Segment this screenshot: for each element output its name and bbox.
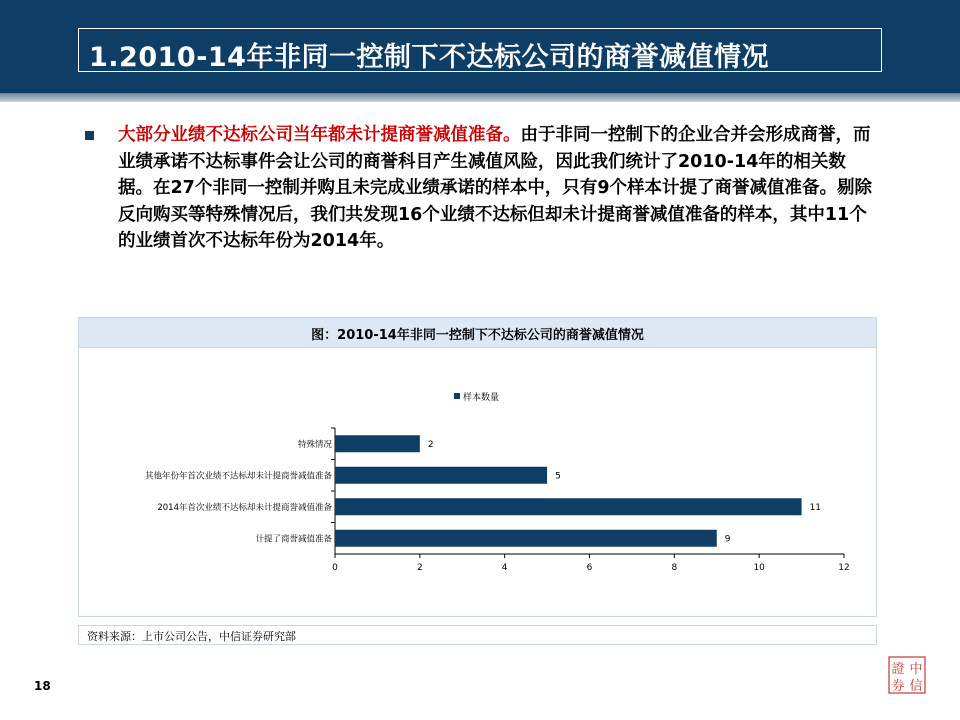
body-text: 由于非同一控制下的企业合并会形成商誉，而业绩承诺不达标事件会让公司的商誉科目产生减值风险，因此我们统计了2010-14年的相关数据。在27个非同一控制并购且未完成业绩承诺的样本中，只有9个样本计提了商誉减值准备。剔除反向购买等特殊情况后，我们共发现16个业绩不达标但却未计提商誉减值准备的样本，其中11个的业绩首次不达标年份为2014年。	[118, 125, 873, 251]
bar	[335, 435, 420, 452]
x-tick-label: 2	[416, 563, 423, 573]
x-tick-label: 0	[332, 563, 338, 573]
svg-text:中: 中	[909, 662, 923, 677]
citic-logo-icon	[888, 656, 926, 694]
x-tick-label: 12	[838, 563, 850, 573]
svg-text:證: 證	[891, 662, 905, 677]
bar-chart	[79, 348, 876, 616]
source-text: 资料来源：上市公司公告，中信证券研究部	[87, 630, 296, 643]
bullet-square-icon	[85, 131, 94, 140]
legend-label: 样本数量	[463, 393, 500, 403]
chart-title-bar	[79, 318, 876, 348]
svg-text:券: 券	[891, 679, 905, 694]
chart-title: 图：2010-14年非同一控制下不达标公司的商誉减值情况	[311, 328, 644, 343]
source-box	[78, 625, 877, 645]
header-strip	[0, 93, 960, 102]
x-tick-label: 6	[586, 563, 593, 573]
bar	[335, 467, 547, 484]
data-label: 2	[427, 439, 434, 450]
category-label: 其他年份年首次业绩不达标却未计提商誉减值准备	[144, 471, 332, 482]
svg-text:信: 信	[909, 679, 923, 694]
slide-title: 1.2010-14年非同一控制下不达标公司的商誉减值情况	[89, 42, 769, 73]
data-label: 9	[724, 534, 731, 545]
data-label: 5	[555, 471, 561, 482]
legend-swatch	[454, 393, 460, 399]
bar	[335, 530, 717, 547]
x-tick-label: 10	[753, 563, 765, 573]
x-tick-label: 8	[671, 563, 678, 573]
bar	[335, 498, 802, 515]
body-paragraph	[118, 122, 876, 255]
page-number: 18	[34, 679, 51, 693]
data-label: 11	[809, 502, 822, 513]
chart-panel	[78, 317, 877, 617]
category-label: 特殊情况	[297, 439, 332, 450]
category-label: 2014年首次业绩不达标却未计提商誉减值准备	[157, 502, 332, 513]
highlight-text: 大部分业绩不达标公司当年都未计提商誉减值准备。	[118, 125, 521, 145]
category-label: 计提了商誉减值准备	[255, 534, 332, 545]
x-tick-label: 4	[501, 563, 508, 573]
title-box	[78, 28, 882, 72]
